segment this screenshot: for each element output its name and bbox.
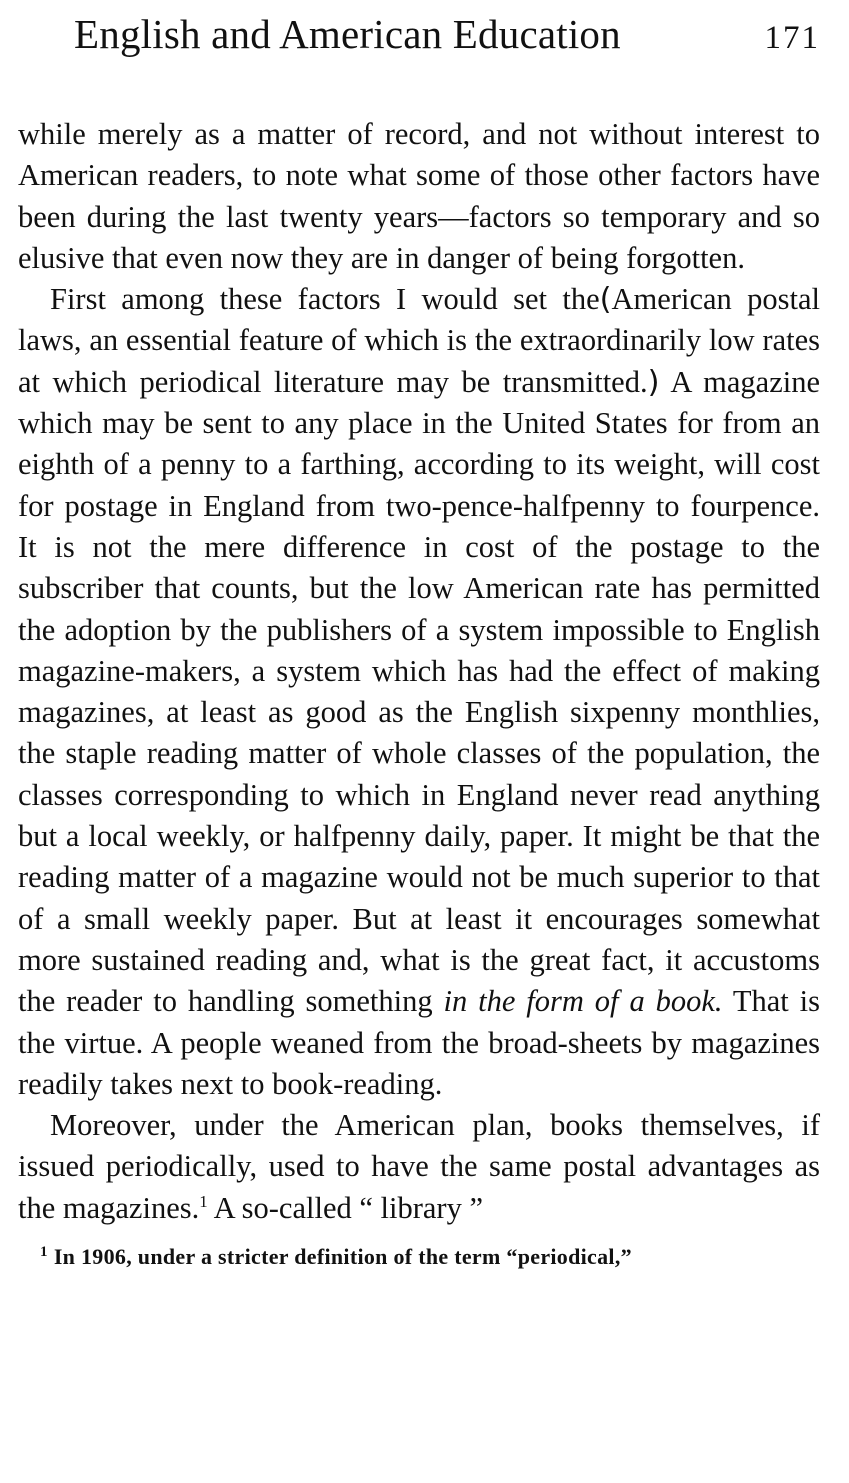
footnote [18, 1243, 820, 1271]
paragraph-2-text-b: American postal laws, an essential feature of which is the extraordinarily low rates at which periodical literature may be transmitted. [18, 282, 820, 399]
book-page [18, 10, 820, 1271]
paragraph-2-text-a: First among these factors I would set the [50, 282, 600, 317]
paragraph-3 [18, 1105, 820, 1229]
paragraph-1 [18, 114, 820, 279]
body-text [18, 114, 820, 1229]
pencil-close-paren: ) [647, 364, 660, 400]
paragraph-3-text-a: Moreover, under the American plan, books themselves, if issued periodically, used to have the same postal advantages as the magazines. [18, 1108, 820, 1225]
footnote-number: 1 [40, 1243, 48, 1260]
page-header [18, 10, 820, 76]
paragraph-3-text-b: A so-called “ library ” [207, 1190, 483, 1225]
paragraph-2-italic: in the form of a book. [443, 984, 723, 1019]
footnote-reference: 1 [199, 1191, 208, 1211]
paragraph-2 [18, 279, 820, 1105]
footnote-text: In 1906, under a stricter definition of the term “periodical,” [53, 1244, 632, 1270]
running-title: English and American Education [74, 11, 621, 57]
paragraph-2-text-c: A magazine which may be sent to any place in the United States for from an eighth of a penny to a farthing, according to its weight, will cost for postage in England from two-pence-halfpenny to fourpence. It is not the mere difference in cost of the postage to the subscriber that counts, but the low American rate has permitted the adoption by the publishers of a system impossible to English magazine-makers, a system which has had the effect of making magazines, at least as good as the English sixpenny monthlies, the staple reading matter of whole classes of the population, the classes corresponding to which in England never read anything but a local weekly, or halfpenny daily, paper. It might be that the reading matter of a magazine would not be much superior to that of a small weekly paper. But at least it encourages somewhat more sustained reading and, what is the great fact, it accustoms the reader to handling something [18, 364, 820, 1019]
page-number: 171 [764, 20, 820, 56]
paragraph-2-text-d: That is the virtue. A people weaned from the broad-sheets by magazines readily takes next to book-reading. [18, 984, 821, 1101]
paragraph-1-text: while merely as a matter of record, and not without interest to American readers, to note what some of those other factors have been during the last twenty years—factors so temporary and so elusive that even now they are in danger of being forgotten. [18, 117, 820, 275]
pencil-open-paren: ( [599, 282, 612, 318]
